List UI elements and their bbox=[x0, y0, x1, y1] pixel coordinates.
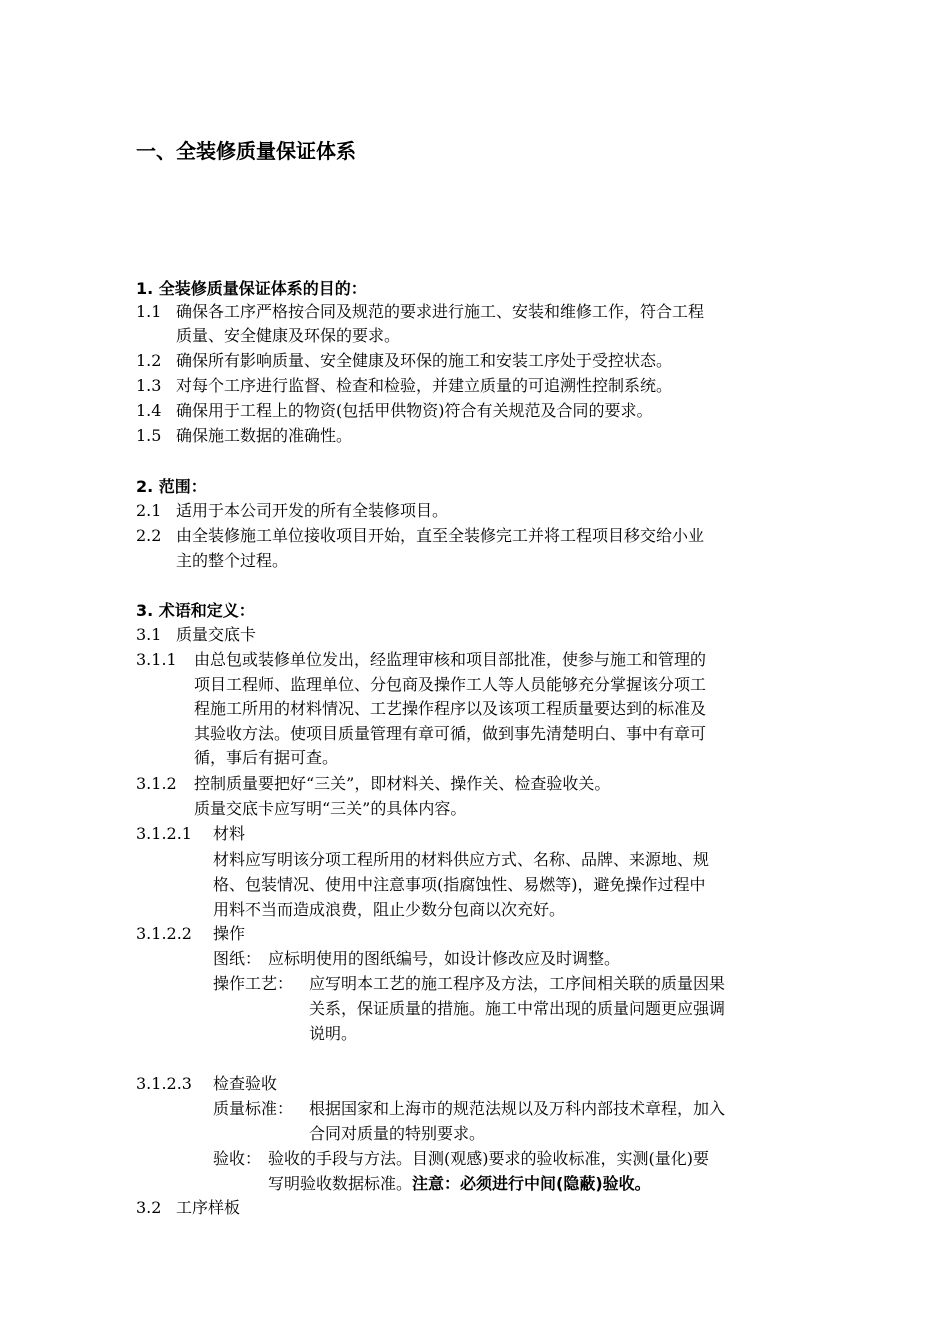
item-text: 用料不当而造成浪费，阻止少数分包商以次充好。 bbox=[213, 900, 566, 919]
item-num: 3.1.1 bbox=[136, 650, 177, 669]
item-text: 应标明使用的图纸编号，如设计修改应及时调整。 bbox=[268, 949, 621, 968]
item-text: 确保各工序严格按合同及规范的要求进行施工、安装和维修工作，符合工程 bbox=[176, 302, 705, 321]
item-num: 1.3 bbox=[136, 376, 162, 395]
item-text: 关系，保证质量的措施。施工中常出现的质量问题更应强调 bbox=[309, 999, 726, 1018]
item-text: 应写明本工艺的施工程序及方法，工序间相关联的质量因果 bbox=[309, 974, 726, 993]
acceptance-label: 验收： bbox=[213, 1149, 262, 1168]
item-text: 主的整个过程。 bbox=[176, 551, 289, 570]
item-text: 对每个工序进行监督、检查和检验，并建立质量的可追溯性控制系统。 bbox=[176, 376, 673, 395]
item-text: 操作 bbox=[213, 924, 246, 943]
item-num: 1.1 bbox=[136, 302, 162, 321]
item-text bbox=[268, 1172, 651, 1196]
item-text: 格、包装情况、使用中注意事项(指腐蚀性、易燃等)，避免操作过程中 bbox=[213, 875, 706, 894]
acceptance-note: 注意：必须进行中间(隐蔽)验收。 bbox=[412, 1174, 651, 1193]
section-2-heading: 2. 范围： bbox=[136, 477, 207, 496]
item-text: 其验收方法。使项目质量管理有章可循，做到事先清楚明白、事中有章可 bbox=[194, 724, 707, 743]
item-text: 说明。 bbox=[309, 1024, 358, 1043]
item-text: 项目工程师、监理单位、分包商及操作工人等人员能够充分掌握该分项工 bbox=[194, 675, 707, 694]
item-text: 质量交底卡应写明“三关”的具体内容。 bbox=[194, 799, 467, 818]
item-num: 3.1.2.1 bbox=[136, 824, 192, 843]
item-num: 3.2 bbox=[136, 1198, 162, 1217]
item-text: 根据国家和上海市的规范法规以及万科内部技术章程，加入 bbox=[309, 1099, 726, 1118]
item-text: 质量交底卡 bbox=[176, 625, 257, 644]
item-text: 适用于本公司开发的所有全装修项目。 bbox=[176, 501, 449, 520]
item-text: 控制质量要把好“三关”，即材料关、操作关、检查验收关。 bbox=[194, 774, 611, 793]
item-text: 合同对质量的特别要求。 bbox=[309, 1124, 486, 1143]
acceptance-text: 写明验收数据标准。 bbox=[268, 1174, 413, 1193]
standard-label: 质量标准： bbox=[213, 1099, 294, 1118]
item-text: 循，事后有据可查。 bbox=[194, 748, 339, 767]
item-num: 3.1 bbox=[136, 625, 162, 644]
item-text: 确保用于工程上的物资(包括甲供物资)符合有关规范及合同的要求。 bbox=[176, 401, 653, 420]
section-1-heading: 1. 全装修质量保证体系的目的： bbox=[136, 279, 367, 298]
process-label: 操作工艺： bbox=[213, 974, 294, 993]
item-num: 3.1.2.2 bbox=[136, 924, 192, 943]
item-text: 工序样板 bbox=[176, 1198, 241, 1217]
item-text: 质量、安全健康及环保的要求。 bbox=[176, 326, 401, 345]
page-title: 一、全装修质量保证体系 bbox=[136, 139, 356, 163]
section-3-heading: 3. 术语和定义： bbox=[136, 601, 255, 620]
item-num: 3.1.2 bbox=[136, 774, 177, 793]
item-text: 检查验收 bbox=[213, 1074, 278, 1093]
item-text: 验收的手段与方法。目测(观感)要求的验收标准，实测(量化)要 bbox=[268, 1149, 709, 1168]
item-num: 1.5 bbox=[136, 426, 162, 445]
item-num: 1.4 bbox=[136, 401, 162, 420]
item-text: 程施工所用的材料情况、工艺操作程序以及该项工程质量要达到的标准及 bbox=[194, 699, 707, 718]
item-text: 由全装修施工单位接收项目开始，直至全装修完工并将工程项目移交给小业 bbox=[176, 526, 705, 545]
item-num: 3.1.2.3 bbox=[136, 1074, 192, 1093]
item-num: 2.2 bbox=[136, 526, 162, 545]
item-num: 1.2 bbox=[136, 351, 162, 370]
item-text: 材料 bbox=[213, 824, 246, 843]
item-text: 由总包或装修单位发出，经监理审核和项目部批准，使参与施工和管理的 bbox=[194, 650, 707, 669]
item-num: 2.1 bbox=[136, 501, 162, 520]
item-text: 材料应写明该分项工程所用的材料供应方式、名称、品牌、来源地、规 bbox=[213, 850, 710, 869]
item-text: 确保所有影响质量、安全健康及环保的施工和安装工序处于受控状态。 bbox=[176, 351, 673, 370]
drawing-label: 图纸： bbox=[213, 949, 262, 968]
item-text: 确保施工数据的准确性。 bbox=[176, 426, 353, 445]
